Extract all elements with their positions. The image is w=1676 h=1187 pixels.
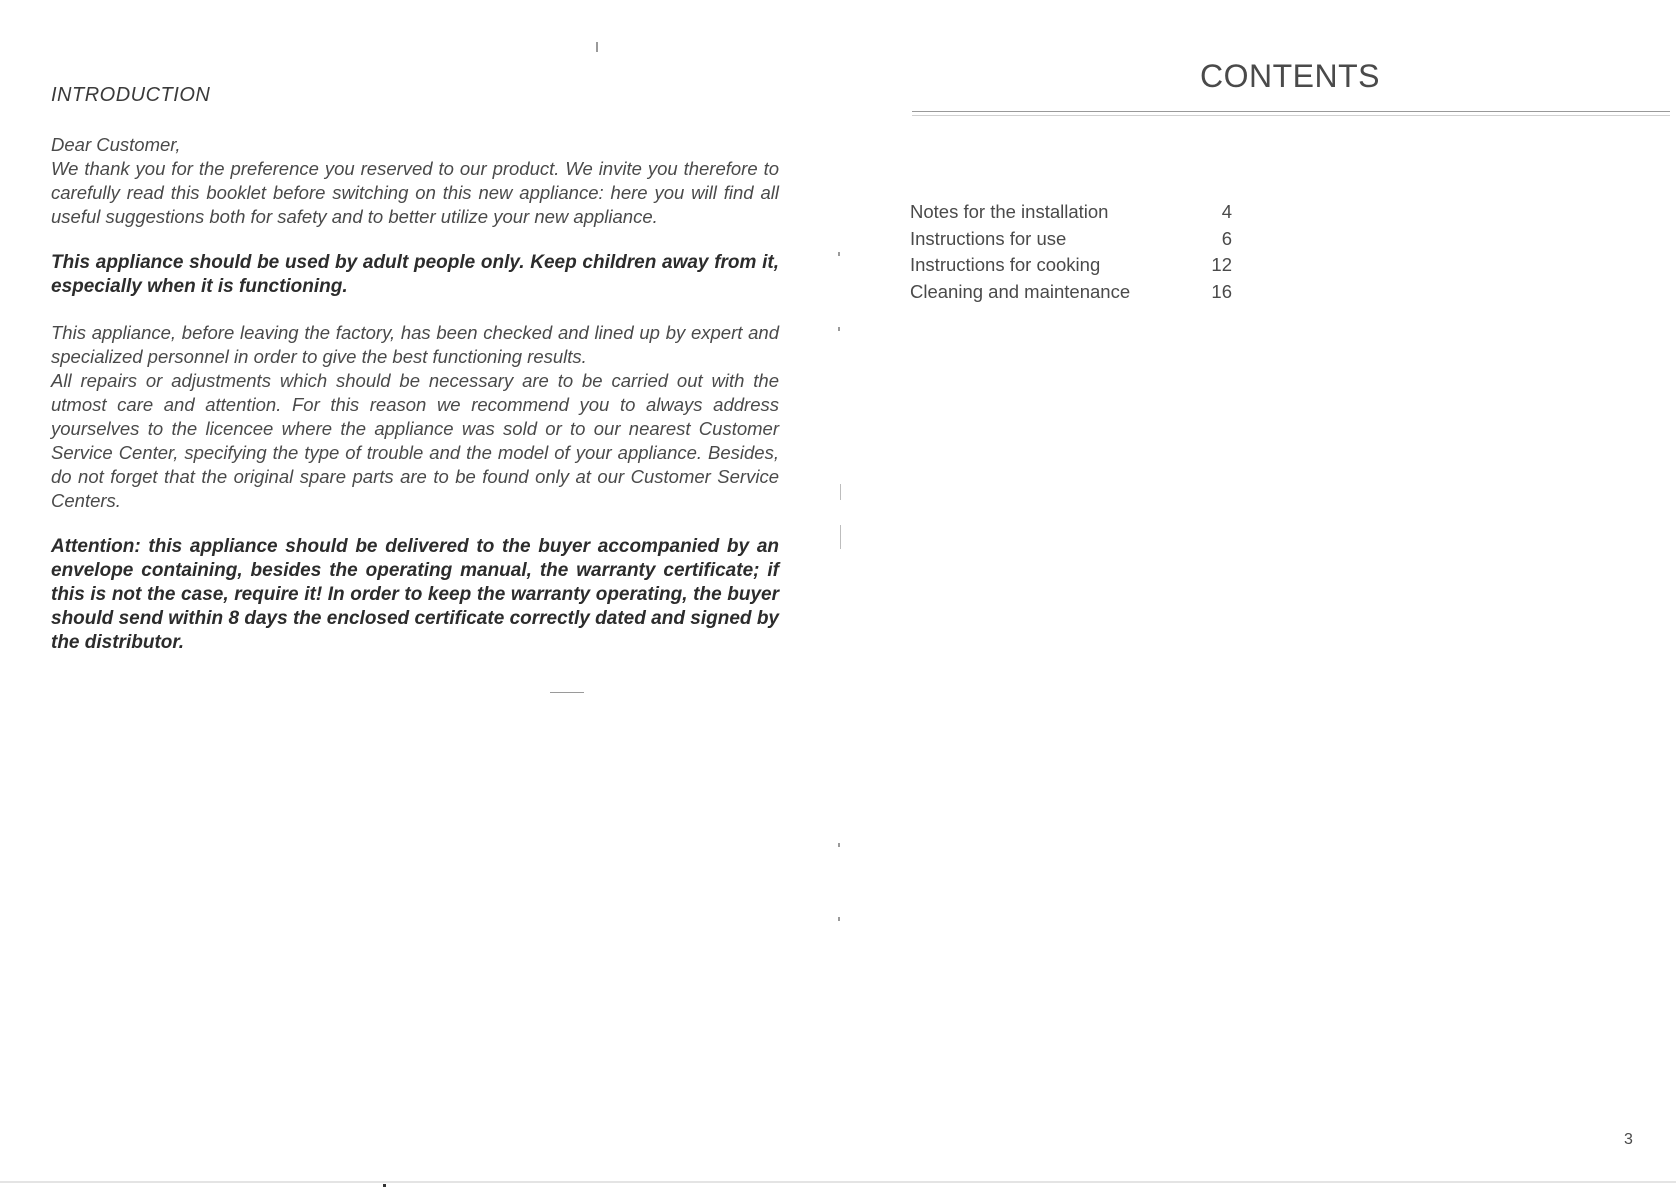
scan-speck <box>838 843 840 847</box>
toc-item-page: 16 <box>1211 280 1232 302</box>
toc-item-label: Cleaning and maintenance <box>910 280 1131 302</box>
introduction-heading: INTRODUCTION <box>51 84 211 106</box>
toc-item[interactable] <box>910 252 1232 279</box>
greeting-text: Dear Customer, <box>51 134 181 155</box>
scan-bottom-edge <box>0 1181 1676 1183</box>
toc-item-page: 6 <box>1221 227 1232 249</box>
contents-divider-shadow <box>912 115 1670 116</box>
repairs-text: All repairs or adjustments which should be necessary are to be carried out with the utmost care and attention. For this reason we recommend you to always address yourselves to the licencee where the appliance was sold or to our nearest Customer Service Center, specifying the type of trouble and the model of your appliance. Besides, do not forget that the original spare parts are to be found only at our Customer Service Centers. <box>51 370 779 511</box>
introduction-section <box>51 84 779 677</box>
toc-item[interactable] <box>910 199 1232 226</box>
scan-speck <box>838 917 840 921</box>
contents-title: CONTENTS <box>1200 58 1380 94</box>
fold-mark <box>840 525 841 549</box>
toc-item-label: Instructions for cooking <box>910 254 1101 275</box>
toc-item-page: 12 <box>1211 254 1232 275</box>
toc-item-page: 4 <box>1221 201 1232 222</box>
page-number: 3 <box>1624 1131 1633 1148</box>
fold-mark <box>840 484 841 500</box>
factory-check-text: This appliance, before leaving the factory, has been checked and lined up by expert and specialized personnel in order to give the best functioning results. <box>51 322 779 367</box>
thank-you-text: We thank you for the preference you reserved to our product. We invite you therefore to carefully read this booklet before switching on this new appliance: here you will find all useful suggestions both for safety and to better utilize your new appliance. <box>51 158 779 227</box>
warranty-attention: Attention: this appliance should be delivered to the buyer accompanied by an envelope containing, besides the operating manual, the warranty certificate; if this is not the case, require it! In order to keep the warranty operating, the buyer should send within 8 days the enclosed certificate correctly dated and signed by the distributor. <box>51 536 779 653</box>
toc-item-label: Instructions for use <box>910 227 1067 249</box>
toc-item-label: Notes for the installation <box>910 201 1109 222</box>
table-of-contents <box>910 199 1232 305</box>
contents-divider <box>912 111 1670 112</box>
scan-speck <box>596 42 598 52</box>
toc-item[interactable] <box>910 279 1232 306</box>
scan-speck <box>838 252 840 256</box>
scan-speck <box>838 327 840 331</box>
factory-paragraph <box>51 321 779 513</box>
toc-item[interactable] <box>910 226 1232 253</box>
scan-speck <box>550 692 584 693</box>
safety-warning: This appliance should be used by adult people only. Keep children away from it, especially when it is functioning. <box>51 252 779 297</box>
intro-paragraph <box>51 133 779 229</box>
